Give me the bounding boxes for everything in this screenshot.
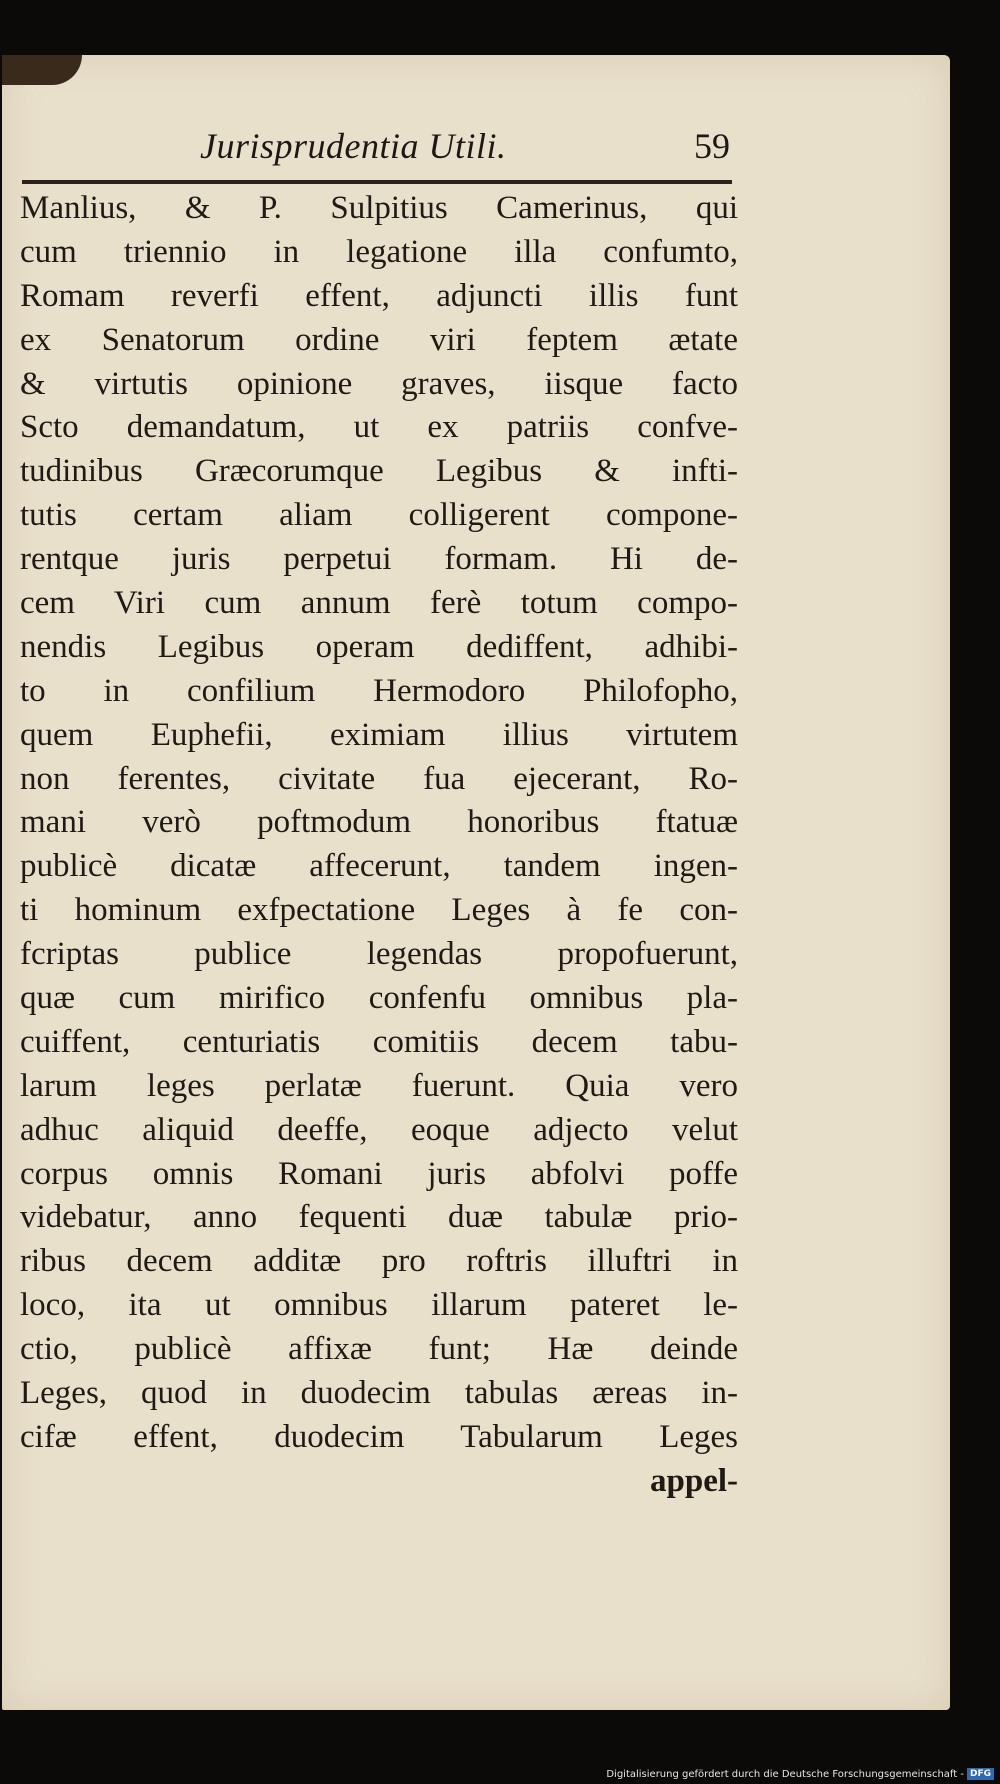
- text-line: tudinibus Græcorumque Legibus & infti-: [20, 453, 738, 490]
- text-line: quæ cum mirifico confenfu omnibus pla-: [20, 980, 738, 1017]
- text-line: tutis certam aliam colligerent compone-: [20, 497, 738, 534]
- text-line: ex Senatorum ordine viri feptem ætate: [20, 321, 738, 358]
- text-line: cem Viri cum annum ferè totum compo-: [20, 585, 738, 622]
- catchword: appel-: [649, 1462, 738, 1499]
- page-corner-damage: [2, 55, 82, 85]
- text-line: corpus omnis Romani juris abfolvi poffe: [20, 1155, 738, 1192]
- text-line: mani verò poftmodum honoribus ftatuæ: [20, 804, 738, 841]
- text-line: loco, ita ut omnibus illarum pateret le-: [20, 1287, 738, 1324]
- text-line: non ferentes, civitate fua ejecerant, Ro-: [20, 760, 738, 797]
- text-line: Manlius, & P. Sulpitius Camerinus, qui: [20, 190, 738, 226]
- digitization-credit: [606, 1768, 994, 1780]
- credit-text: Digitalisierung gefördert durch die Deutsche Forschungsgemeinschaft -: [606, 1768, 964, 1780]
- header-rule: [22, 180, 732, 184]
- running-title: Jurisprudentia Utili.: [200, 126, 507, 166]
- text-line: cuiffent, centuriatis comitiis decem tabu-: [20, 1023, 738, 1060]
- text-line: larum leges perlatæ fuerunt. Quia vero: [20, 1067, 738, 1104]
- text-line: ctio, publicè affixæ funt; Hæ deinde: [20, 1331, 738, 1368]
- text-line: adhuc aliquid deeffe, eoque adjecto velut: [20, 1111, 738, 1148]
- text-line: ribus decem additæ pro roftris illuftri in: [20, 1243, 738, 1280]
- text-line: cifæ effent, duodecim Tabularum Leges: [20, 1418, 738, 1455]
- text-line: rentque juris perpetui formam. Hi de-: [20, 541, 738, 578]
- text-line: fcriptas publice legendas propofuerunt,: [20, 936, 738, 973]
- text-line: nendis Legibus operam dediffent, adhibi-: [20, 628, 738, 665]
- dfg-logo: DFG: [967, 1768, 994, 1780]
- text-line: to in confilium Hermodoro Philofopho,: [20, 672, 738, 709]
- text-line: Romam reverfi effent, adjuncti illis funt: [20, 277, 738, 314]
- text-line: ti hominum exfpectatione Leges à fe con-: [20, 892, 738, 929]
- body-text: [20, 187, 738, 1504]
- text-line: cum triennio in legatione illa confumto,: [20, 233, 738, 270]
- page-number: 59: [694, 126, 730, 166]
- text-line: publicè dicatæ affecerunt, tandem ingen-: [20, 848, 738, 885]
- text-line: Scto demandatum, ut ex patriis confve-: [20, 409, 738, 446]
- text-line: & virtutis opinione graves, iisque facto: [20, 365, 738, 402]
- text-line: quem Euphefii, eximiam illius virtutem: [20, 716, 738, 753]
- text-line: Leges, quod in duodecim tabulas æreas in-: [20, 1375, 738, 1412]
- page-header: [200, 125, 730, 175]
- text-line: videbatur, anno fequenti duæ tabulæ prio-: [20, 1199, 738, 1236]
